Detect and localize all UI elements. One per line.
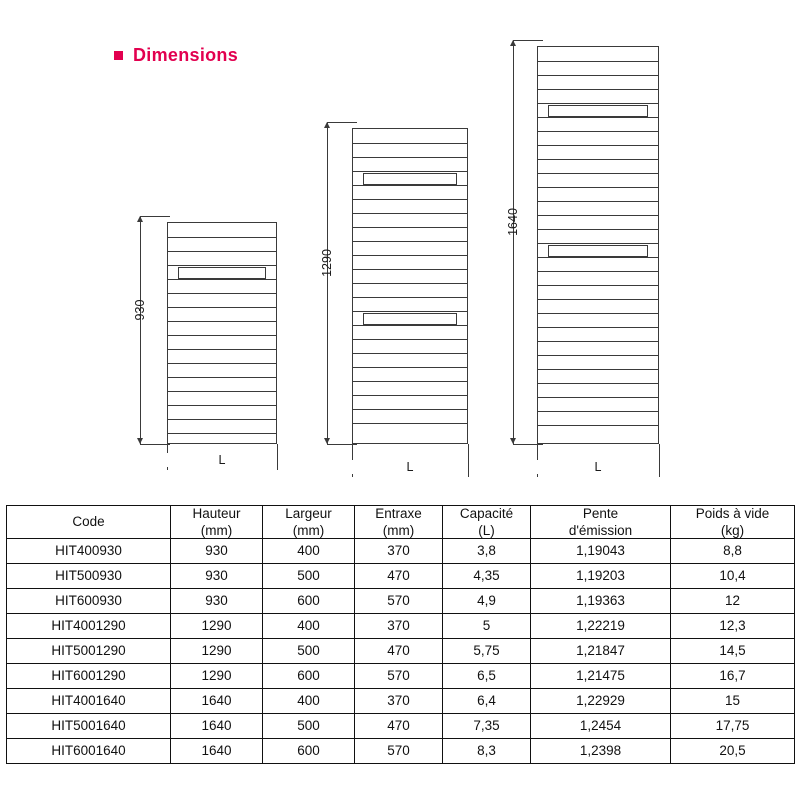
table-row bbox=[7, 563, 795, 588]
column-header-line1: Code bbox=[72, 513, 105, 529]
radiator-bar bbox=[353, 185, 467, 186]
column-header-line2: (mm) bbox=[200, 522, 233, 538]
radiator-bar bbox=[538, 341, 658, 342]
cell-code: HIT4001290 bbox=[7, 613, 171, 638]
table-row bbox=[7, 663, 795, 688]
radiator-bar bbox=[353, 339, 467, 340]
table-row bbox=[7, 638, 795, 663]
radiator-plate bbox=[178, 267, 266, 279]
cell-capacite: 5 bbox=[443, 613, 531, 638]
column-header-line1: Capacité bbox=[459, 506, 514, 521]
cell-capacite: 5,75 bbox=[443, 638, 531, 663]
radiator-bar bbox=[538, 103, 658, 104]
cell-pente-emission: 1,19203 bbox=[531, 563, 671, 588]
radiator-bar bbox=[353, 157, 467, 158]
cell-code: HIT5001640 bbox=[7, 713, 171, 738]
cell-hauteur: 930 bbox=[171, 538, 263, 563]
specifications-table bbox=[6, 505, 795, 764]
column-header-line1: Largeur bbox=[285, 506, 332, 521]
radiator-bar bbox=[168, 321, 276, 322]
column-header-pente-emission bbox=[531, 506, 671, 539]
column-header-line1: Entraxe bbox=[375, 506, 422, 521]
cell-pente-emission: 1,22929 bbox=[531, 688, 671, 713]
cell-poids-a-vide: 17,75 bbox=[671, 713, 795, 738]
column-header-line2: (mm) bbox=[382, 522, 415, 538]
radiator-bar bbox=[538, 383, 658, 384]
cell-entraxe: 370 bbox=[355, 688, 443, 713]
radiator-bar bbox=[353, 353, 467, 354]
radiator-bar bbox=[538, 327, 658, 328]
radiator-bar bbox=[168, 419, 276, 420]
cell-code: HIT500930 bbox=[7, 563, 171, 588]
cell-code: HIT4001640 bbox=[7, 688, 171, 713]
cell-capacite: 4,9 bbox=[443, 588, 531, 613]
radiator-bar bbox=[538, 411, 658, 412]
radiator-bar bbox=[353, 143, 467, 144]
table-row bbox=[7, 713, 795, 738]
radiator-bar bbox=[538, 173, 658, 174]
cell-largeur: 500 bbox=[263, 638, 355, 663]
radiator-bar bbox=[168, 433, 276, 434]
radiator-bar bbox=[353, 241, 467, 242]
cell-poids-a-vide: 14,5 bbox=[671, 638, 795, 663]
column-header-capacite bbox=[443, 506, 531, 539]
table-row bbox=[7, 613, 795, 638]
radiator-bar bbox=[168, 377, 276, 378]
column-header-code bbox=[7, 506, 171, 539]
radiator-bar bbox=[168, 391, 276, 392]
radiator-bar bbox=[353, 423, 467, 424]
radiator-bar bbox=[538, 61, 658, 62]
table-row bbox=[7, 538, 795, 563]
radiator-bar bbox=[353, 325, 467, 326]
dimension-extension-line bbox=[513, 444, 543, 445]
radiator-bar bbox=[168, 363, 276, 364]
cell-hauteur: 930 bbox=[171, 563, 263, 588]
radiator-930-body bbox=[167, 222, 277, 444]
radiator-bar bbox=[538, 355, 658, 356]
cell-largeur: 600 bbox=[263, 663, 355, 688]
radiator-bar bbox=[538, 215, 658, 216]
dimension-extension-line bbox=[327, 122, 357, 123]
cell-pente-emission: 1,21475 bbox=[531, 663, 671, 688]
radiator-bar bbox=[168, 335, 276, 336]
cell-code: HIT600930 bbox=[7, 588, 171, 613]
width-label-1290: L bbox=[352, 460, 468, 474]
radiator-bar bbox=[353, 213, 467, 214]
radiator-bar bbox=[353, 269, 467, 270]
cell-hauteur: 1640 bbox=[171, 688, 263, 713]
radiator-plate bbox=[548, 245, 648, 257]
radiator-bar bbox=[353, 409, 467, 410]
table-header-row bbox=[7, 506, 795, 539]
cell-largeur: 400 bbox=[263, 538, 355, 563]
radiator-bar bbox=[353, 297, 467, 298]
cell-entraxe: 370 bbox=[355, 538, 443, 563]
radiator-1290-body bbox=[352, 128, 468, 444]
cell-hauteur: 1290 bbox=[171, 638, 263, 663]
cell-capacite: 6,4 bbox=[443, 688, 531, 713]
column-header-entraxe bbox=[355, 506, 443, 539]
radiator-bar bbox=[168, 293, 276, 294]
cell-hauteur: 1290 bbox=[171, 613, 263, 638]
cell-code: HIT5001290 bbox=[7, 638, 171, 663]
table-row bbox=[7, 688, 795, 713]
column-header-line1: Hauteur bbox=[192, 506, 241, 521]
radiator-bar bbox=[538, 271, 658, 272]
cell-poids-a-vide: 16,7 bbox=[671, 663, 795, 688]
column-header-line1: Pente bbox=[582, 506, 619, 521]
cell-capacite: 6,5 bbox=[443, 663, 531, 688]
cell-pente-emission: 1,19363 bbox=[531, 588, 671, 613]
width-label-1640: L bbox=[537, 460, 659, 474]
width-extension-line bbox=[659, 444, 660, 477]
cell-largeur: 500 bbox=[263, 563, 355, 588]
cell-entraxe: 470 bbox=[355, 638, 443, 663]
radiator-bar bbox=[168, 265, 276, 266]
radiator-bar bbox=[168, 279, 276, 280]
radiator-plate bbox=[548, 105, 648, 117]
cell-code: HIT6001290 bbox=[7, 663, 171, 688]
column-header-line2: (kg) bbox=[720, 522, 745, 538]
radiator-bar bbox=[538, 201, 658, 202]
cell-code: HIT6001640 bbox=[7, 738, 171, 763]
radiator-bar bbox=[353, 171, 467, 172]
radiator-bar bbox=[353, 311, 467, 312]
radiator-bar bbox=[353, 199, 467, 200]
column-header-hauteur bbox=[171, 506, 263, 539]
dimension-label-1290: 1290 bbox=[320, 249, 334, 277]
cell-poids-a-vide: 20,5 bbox=[671, 738, 795, 763]
width-extension-line bbox=[277, 444, 278, 470]
radiator-bar bbox=[538, 89, 658, 90]
dimension-label-930: 930 bbox=[133, 299, 147, 321]
cell-entraxe: 470 bbox=[355, 563, 443, 588]
radiator-bar bbox=[353, 283, 467, 284]
cell-hauteur: 1640 bbox=[171, 713, 263, 738]
width-label-930: L bbox=[167, 453, 277, 467]
radiator-plate bbox=[363, 313, 457, 325]
radiator-bar bbox=[538, 159, 658, 160]
radiator-bar bbox=[538, 257, 658, 258]
cell-capacite: 8,3 bbox=[443, 738, 531, 763]
cell-largeur: 600 bbox=[263, 738, 355, 763]
column-header-line2: (mm) bbox=[292, 522, 325, 538]
cell-capacite: 7,35 bbox=[443, 713, 531, 738]
cell-pente-emission: 1,2398 bbox=[531, 738, 671, 763]
cell-capacite: 3,8 bbox=[443, 538, 531, 563]
radiator-bar bbox=[353, 227, 467, 228]
section-heading-label: Dimensions bbox=[133, 45, 239, 65]
radiator-bar bbox=[538, 145, 658, 146]
cell-entraxe: 570 bbox=[355, 588, 443, 613]
cell-largeur: 400 bbox=[263, 613, 355, 638]
cell-entraxe: 570 bbox=[355, 663, 443, 688]
radiator-bar bbox=[538, 187, 658, 188]
cell-hauteur: 1640 bbox=[171, 738, 263, 763]
cell-entraxe: 470 bbox=[355, 713, 443, 738]
column-header-largeur bbox=[263, 506, 355, 539]
cell-pente-emission: 1,21847 bbox=[531, 638, 671, 663]
radiator-bar bbox=[353, 367, 467, 368]
cell-poids-a-vide: 10,4 bbox=[671, 563, 795, 588]
dimension-extension-line bbox=[513, 40, 543, 41]
cell-largeur: 400 bbox=[263, 688, 355, 713]
radiator-bar bbox=[168, 349, 276, 350]
radiator-bar bbox=[538, 425, 658, 426]
cell-poids-a-vide: 12,3 bbox=[671, 613, 795, 638]
table-row bbox=[7, 738, 795, 763]
radiator-bar bbox=[538, 117, 658, 118]
dimension-extension-line bbox=[140, 444, 170, 445]
table-row bbox=[7, 588, 795, 613]
radiator-bar bbox=[538, 397, 658, 398]
radiator-bar bbox=[168, 405, 276, 406]
cell-hauteur: 1290 bbox=[171, 663, 263, 688]
width-extension-line bbox=[468, 444, 469, 477]
cell-pente-emission: 1,22219 bbox=[531, 613, 671, 638]
column-header-line1: Poids à vide bbox=[695, 506, 770, 521]
radiator-plate bbox=[363, 173, 457, 185]
cell-largeur: 600 bbox=[263, 588, 355, 613]
radiator-bar bbox=[353, 381, 467, 382]
radiator-1640-body bbox=[537, 46, 659, 444]
radiator-bar bbox=[538, 369, 658, 370]
radiator-bar bbox=[168, 307, 276, 308]
radiator-bar bbox=[538, 299, 658, 300]
radiator-bar bbox=[538, 313, 658, 314]
radiator-bar bbox=[538, 243, 658, 244]
cell-pente-emission: 1,2454 bbox=[531, 713, 671, 738]
radiator-bar bbox=[538, 229, 658, 230]
column-header-poids-a-vide bbox=[671, 506, 795, 539]
cell-poids-a-vide: 15 bbox=[671, 688, 795, 713]
cell-poids-a-vide: 8,8 bbox=[671, 538, 795, 563]
cell-capacite: 4,35 bbox=[443, 563, 531, 588]
cell-hauteur: 930 bbox=[171, 588, 263, 613]
dimension-label-1640: 1640 bbox=[506, 208, 520, 236]
radiator-bar bbox=[538, 285, 658, 286]
cell-entraxe: 570 bbox=[355, 738, 443, 763]
radiator-bar bbox=[353, 255, 467, 256]
cell-code: HIT400930 bbox=[7, 538, 171, 563]
dimension-extension-line bbox=[140, 216, 170, 217]
radiator-bar bbox=[168, 251, 276, 252]
cell-poids-a-vide: 12 bbox=[671, 588, 795, 613]
cell-entraxe: 370 bbox=[355, 613, 443, 638]
column-header-line2: (L) bbox=[478, 522, 495, 538]
radiator-bar bbox=[353, 395, 467, 396]
radiator-bar bbox=[538, 75, 658, 76]
cell-pente-emission: 1,19043 bbox=[531, 538, 671, 563]
radiator-bar bbox=[538, 131, 658, 132]
cell-largeur: 500 bbox=[263, 713, 355, 738]
radiator-bar bbox=[168, 237, 276, 238]
column-header-line2: d'émission bbox=[568, 522, 633, 538]
